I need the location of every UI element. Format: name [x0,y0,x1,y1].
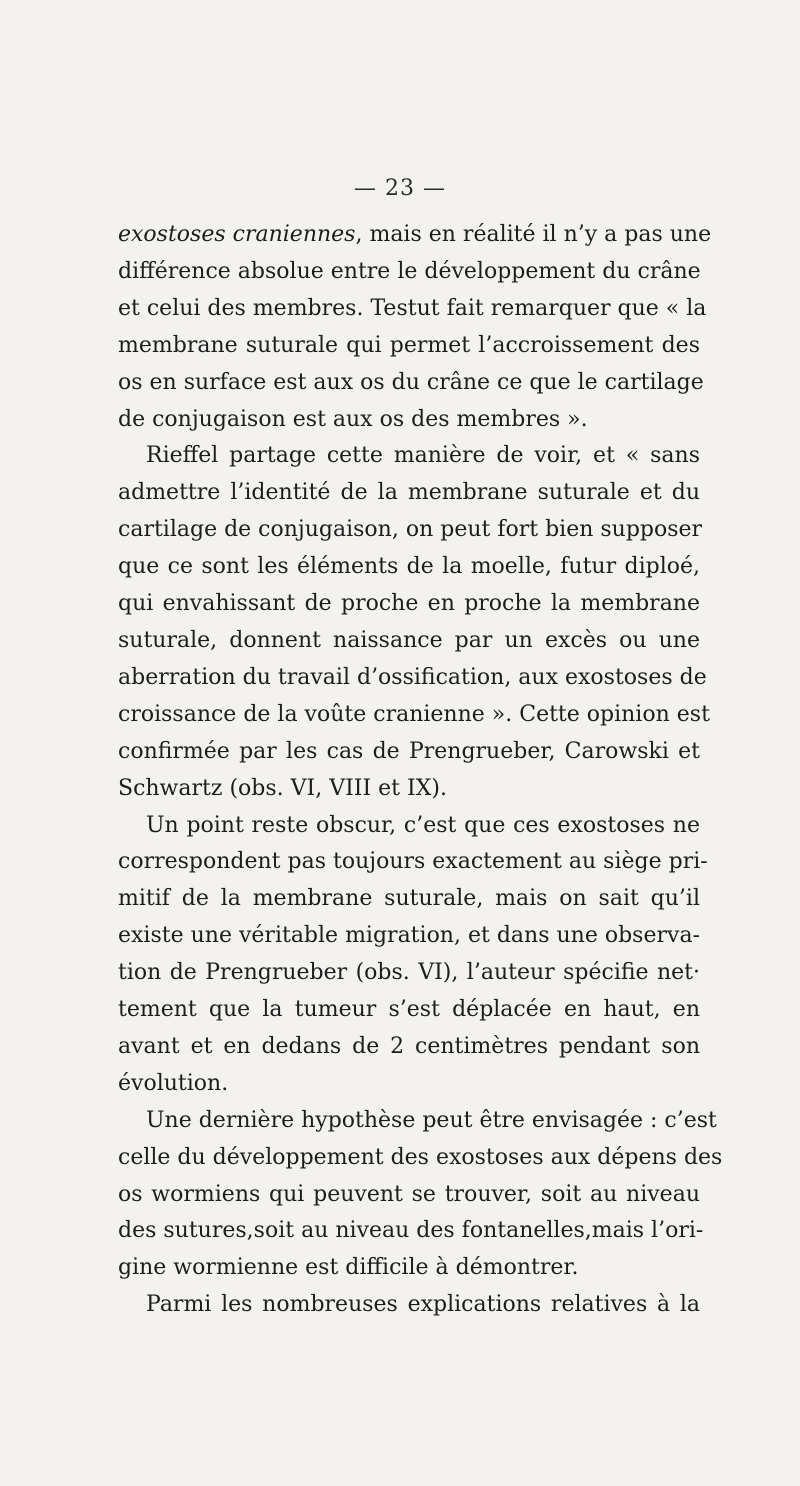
text-line: tion de Prengrueber (obs. VI), l’auteur spécifie net· [118,960,700,986]
text-line: celle du développement des exostoses aux dépens des [118,1144,723,1170]
text-line: évolution. [118,1070,229,1096]
text-line: existe une véritable migration, et dans une observa- [118,923,700,949]
text-line: croissance de la voûte cranienne ». Cette opinion est [118,701,710,727]
paragraph-4 [118,1103,723,1288]
text-line: Schwartz (obs. VI, VIII et IX). [118,775,447,801]
text-line: mitif de la membrane suturale, mais on sait qu’il [118,886,700,912]
paragraph-5 [118,1287,700,1324]
text-line: qui envahissant de proche en proche la membrane [118,591,700,617]
paragraph-3 [118,808,708,1103]
text-line: os en surface est aux os du crâne ce que le cartilage [118,369,704,395]
text-line: Une dernière hypothèse peut être envisagée : c’est [146,1107,717,1133]
text-line: Un point reste obscur, c’est que ces exostoses ne [146,812,700,838]
text-line: aberration du travail d’ossification, aux exostoses de [118,664,707,690]
line-text: , mais en réalité il n’y a pas une [355,222,712,247]
text-line: gine wormienne est difficile à démontrer. [118,1255,579,1281]
text-line: suturale, donnent naissance par un excès ou une [118,627,700,653]
text-line: os wormiens qui peuvent se trouver, soit au niveau [118,1181,700,1207]
text-line: Parmi les nombreuses explications relatives à la [146,1292,700,1318]
paragraph-2 [118,438,710,807]
text-line: et celui des membres. Testut fait remarquer que « la [118,295,707,321]
body-text [118,217,723,1324]
paragraph-1 [118,217,712,438]
text-line: confirmée par les cas de Prengrueber, Carowski et [118,738,700,764]
text-line: cartilage de conjugaison, on peut fort bien supposer [118,517,703,543]
text-line: admettre l’identité de la membrane suturale et du [118,480,700,506]
text-line: de conjugaison est aux os des membres ». [118,406,588,432]
page-number: — 23 — [354,176,446,201]
text-line: des sutures,soit au niveau des fontanelles,mais l’ori- [118,1218,704,1244]
text-line: Rieffel partage cette manière de voir, et « sans [146,443,700,469]
text-line: correspondent pas toujours exactement au siège pri- [118,849,708,875]
text-line: que ce sont les éléments de la moelle, futur diploé, [118,554,700,580]
text-line [118,217,712,254]
text-line: avant et en dedans de 2 centimètres pendant son [118,1033,700,1059]
italic-phrase: exostoses craniennes [118,222,356,247]
text-line: tement que la tumeur s’est déplacée en haut, en [118,997,700,1023]
text-line: différence absolue entre le développement du crâne [118,258,701,284]
text-line: membrane suturale qui permet l’accroissement des [118,332,700,358]
